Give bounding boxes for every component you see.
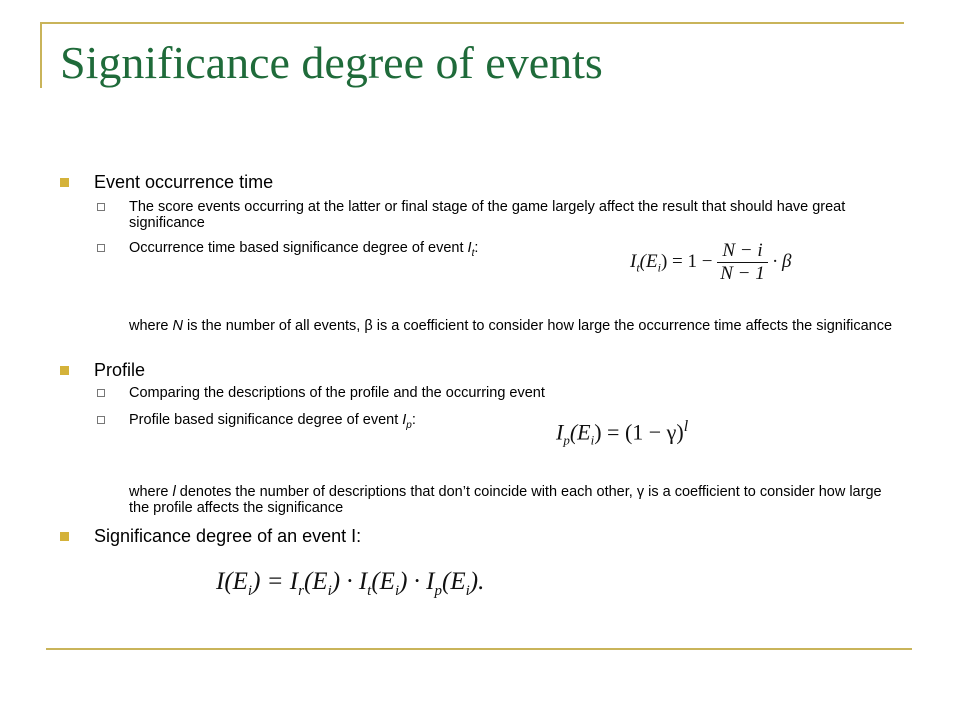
hollow-square-bullet-icon bbox=[97, 203, 105, 211]
sub-bullet-text: Occurrence time based significance degree of event $I_t$: bbox=[129, 240, 479, 259]
slide-title: Significance degree of events bbox=[60, 37, 603, 88]
square-bullet-icon bbox=[60, 366, 69, 375]
square-bullet-icon bbox=[60, 178, 69, 187]
square-bullet-icon bbox=[60, 532, 69, 541]
sub-bullet-text: Profile based significance degree of event $I_p$: bbox=[129, 412, 416, 431]
formula-significance-degree: $I(E_i) = I_r(E_i) \cdot I_t(E_i) \cdot I_p(E_i)$. bbox=[216, 568, 485, 599]
formula-occurrence-time: $I_t(E_i) = 1$ − $\frac{N - i}{N - 1}$ · β bbox=[630, 240, 792, 284]
bullet-heading: Profile bbox=[94, 360, 146, 380]
hollow-square-bullet-icon bbox=[97, 416, 105, 424]
fraction: $\frac{N - i}{N - 1}$ bbox=[717, 240, 768, 285]
bullet-heading: Significance degree of an event I: bbox=[94, 526, 362, 546]
left-rule bbox=[40, 22, 42, 88]
note-profile: where l denotes the number of descriptions that don’t coincide with each other, γ is a coefficient to consider how large the profile affects the significance bbox=[129, 484, 882, 516]
hollow-square-bullet-icon bbox=[97, 389, 105, 397]
bottom-rule bbox=[46, 648, 912, 650]
bullet-heading: Event occurrence time bbox=[94, 172, 274, 192]
top-rule bbox=[40, 22, 904, 24]
sub-bullet-text: Comparing the descriptions of the profile and the occurring event bbox=[129, 385, 545, 401]
sub-bullet-text: The score events occurring at the latter or final stage of the game largely affect the result that should have great significance bbox=[129, 199, 846, 231]
formula-profile: $I_p(E_i) = (1 - \gamma)^l$ bbox=[556, 418, 689, 448]
note-occurrence-time: where N is the number of all events, β is a coefficient to consider how large the occurrence time affects the significance bbox=[129, 318, 893, 334]
hollow-square-bullet-icon bbox=[97, 244, 105, 252]
